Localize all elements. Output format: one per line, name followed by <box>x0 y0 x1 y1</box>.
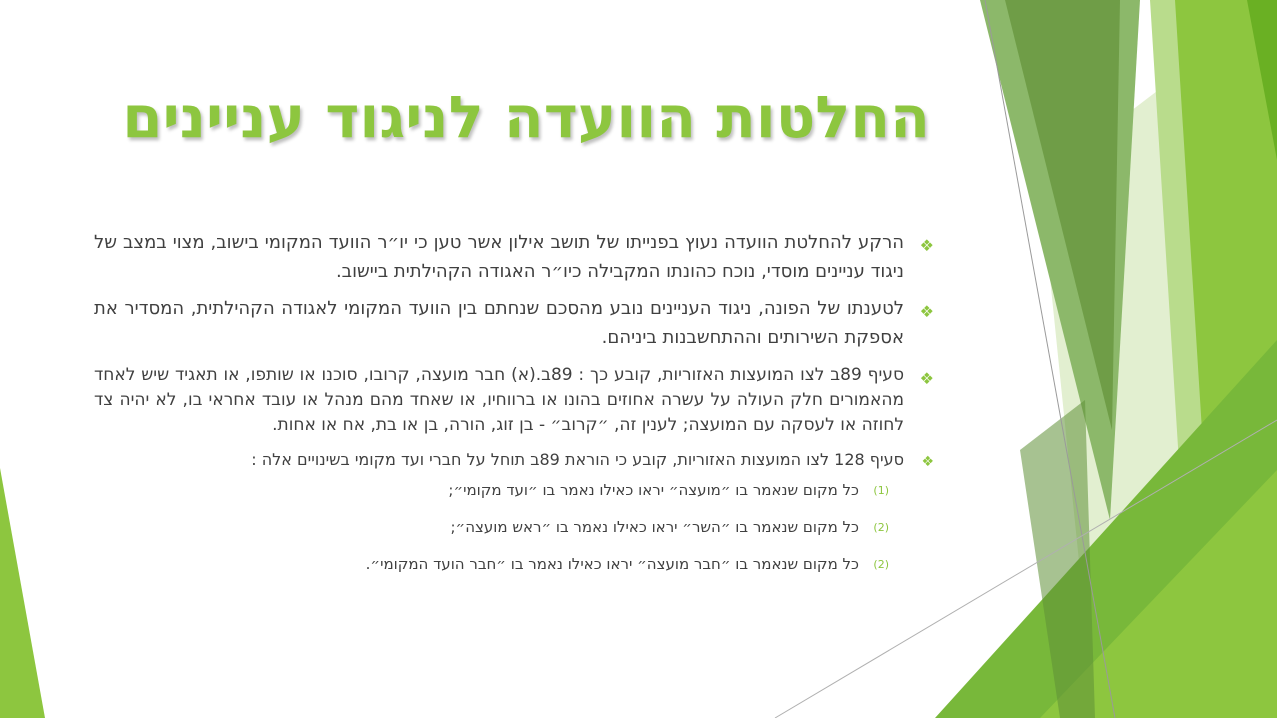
diamond-bullet-icon: ❖ <box>921 454 934 470</box>
sub-item-text: כל מקום שנאמר בו ״חבר מועצה״ יראו כאילו נאמר בו ״חבר הועד המקומי״. <box>365 555 859 573</box>
sub-item-number: (2) <box>873 558 889 571</box>
bullet-text: הרקע להחלטת הוועדה נעוץ בפנייתו של תושב אילון אשר טען כי יו״ר הוועד המקומי בישוב, מצוי במצב של ניגוד עניינים מוסדי, נוכח כהונתו המקבילה כיו״ר האגודה הקהילתית ביישוב. <box>94 232 904 282</box>
sub-item-text: כל מקום שנאמר בו ״השר״ יראו כאילו נאמר בו ״ראש מועצה״; <box>450 518 859 536</box>
left-green-sliver <box>0 468 45 718</box>
diamond-bullet-icon: ❖ <box>919 369 934 388</box>
bullet-paragraph <box>94 448 934 472</box>
diamond-bullet-icon: ❖ <box>919 302 934 321</box>
sub-item-number: (2) <box>873 521 889 534</box>
sub-list-item <box>94 554 934 574</box>
bullet-text: סעיף 89ב לצו המועצות האזוריות, קובע כך : 89ב.(א) חבר מועצה, קרובו, סוכנו או שותפו, או תאגיד שיש לאחד מהאמורים חלק העולה על עשרה אחוזים בהונו או ברווחיו, או שאחד מהם מנהל או עובד אחראי בו, לא יהיה צד לחוזה או לעסקה עם המועצה; לענין זה, ״קרוב״ - בן זוג, הורה, בן או בת, אח או אחות. <box>94 365 904 435</box>
sub-list-item <box>94 480 934 500</box>
bullet-paragraph <box>94 363 934 438</box>
sub-item-text: כל מקום שנאמר בו ״מועצה״ יראו כאילו נאמר בו ״ועד מקומי״; <box>448 481 859 499</box>
sub-item-number: (1) <box>873 484 889 497</box>
bullet-paragraph <box>94 294 934 352</box>
sub-list-item <box>94 517 934 537</box>
slide-title: החלטות הוועדה לניגוד עניינים <box>122 83 930 151</box>
bullet-text: לטענתו של הפונה, ניגוד העניינים נובע מהסכם שנחתם בין הוועד המקומי לאגודה הקהילתית, המסדיר את אספקת השירותים וההתחשבנות ביניהם. <box>94 298 904 348</box>
bullet-paragraph <box>94 228 934 286</box>
diamond-bullet-icon: ❖ <box>919 236 934 255</box>
bullet-text: סעיף 128 לצו המועצות האזוריות, קובע כי הוראת 89ב תוחל על חברי ועד מקומי בשינויים אלה : <box>251 450 904 469</box>
slide-body <box>94 228 934 591</box>
